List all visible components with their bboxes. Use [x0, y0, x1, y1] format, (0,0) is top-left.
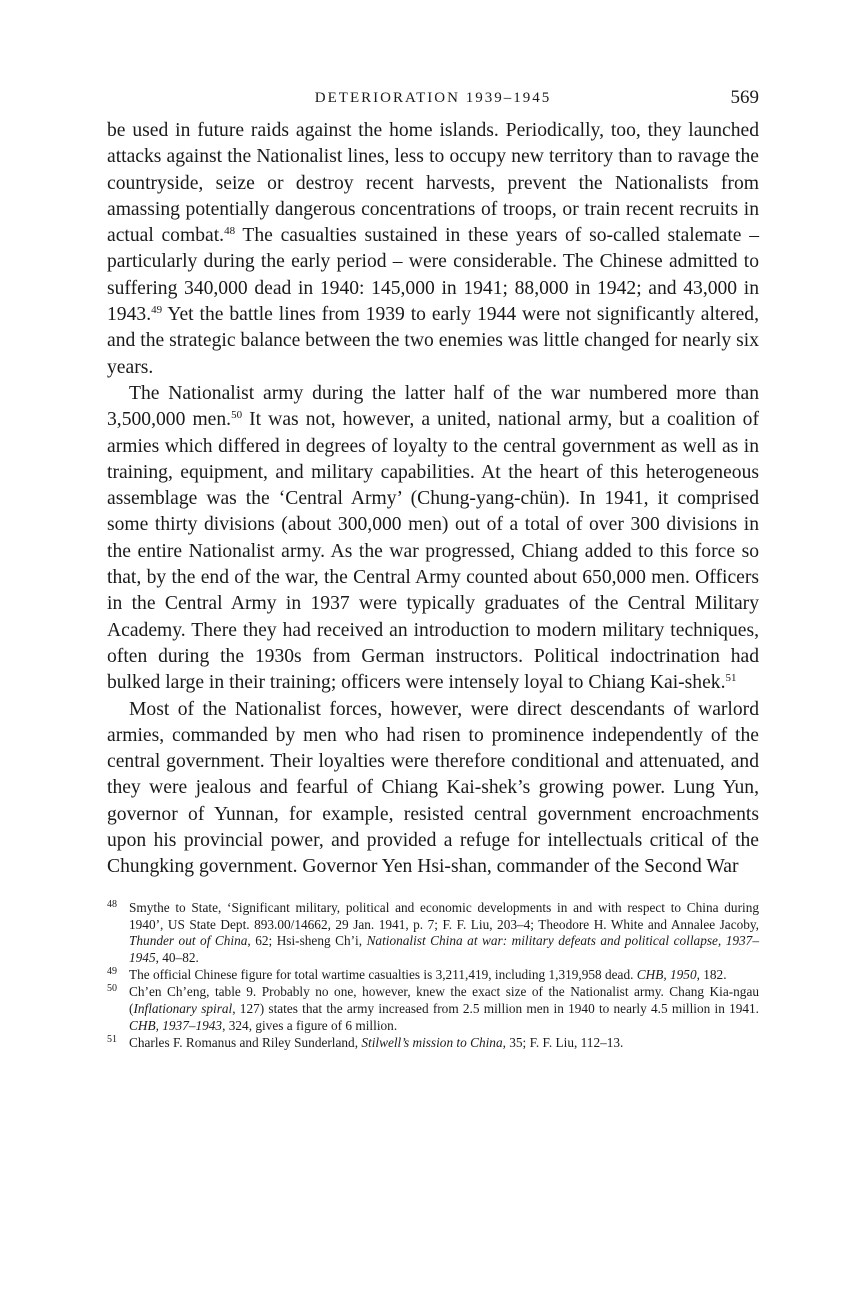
text-run: Smythe to State, ‘Significant military, political and economic developments in and with respect to China during 1940’, US State Dept. 893.00/14662, 29 Jan. 1941, p. 7; F. F. Liu, 203–4; Theodore H. White and Annalee Jacoby, [129, 899, 759, 932]
text-run: , 62; Hsi-sheng Ch’i, [247, 933, 367, 949]
citation-title: Stilwell’s mission to China [361, 1034, 503, 1050]
running-head [107, 84, 759, 118]
footnote [107, 984, 759, 1035]
citation-title: CHB, 1950 [636, 967, 697, 983]
footnote-ref: 49 [151, 304, 163, 317]
footnotes [107, 900, 759, 1052]
text-run: Most of the Nationalist forces, however, were direct descendants of warlord armies, commanded by men who had risen to prominence independently of the central government. Their loyalties were therefore conditional and attenuated, and they were jealous and fearful of Chiang Kai-shek’s growing power. Lung Yun, governor of Yunnan, for example, resisted central government encroachments upon his provincial power, and provided a refuge for intellectuals critical of the Chungking government. Governor Yen Hsi-shan, commander of the Second War [107, 698, 759, 878]
text-run: , 40–82. [155, 950, 199, 966]
running-head-title: DETERIORATION 1939–1945 [314, 90, 552, 106]
footnote [107, 1035, 759, 1052]
citation-title: Thunder out of China [129, 933, 248, 949]
paragraph [107, 118, 759, 381]
footnote-ref: 51 [725, 672, 737, 685]
text-run: , 35; F. F. Liu, 112–13. [502, 1034, 624, 1050]
footnote [107, 900, 759, 968]
text-run: The Nationalist army during the latter half of the war numbered more than 3,500,000 men. [107, 382, 759, 431]
citation-title: CHB, 1937–1943 [129, 1017, 223, 1033]
text-run: , 324, gives a figure of 6 million. [222, 1017, 398, 1033]
footnote-ref: 48 [224, 225, 236, 238]
text-run: Charles F. Romanus and Riley Sunderland, [129, 1034, 362, 1050]
footnote-ref: 50 [231, 409, 243, 422]
footnote-number: 49 [107, 966, 117, 978]
footnote-number: 51 [107, 1033, 117, 1045]
body-text [107, 118, 759, 881]
text-run: The official Chinese figure for total wartime casualties is 3,211,419, including 1,319,958 dead. [129, 967, 637, 983]
text-run: The casualties sustained in these years of so-called stalemate – particularly during the early period – were considerable. The Chinese admitted to suffering 340,000 dead in 1940: 145,000 in 1941; 88,000 in 1942; and 43,000 in 1943. [107, 225, 760, 326]
text-run: , 127) states that the army increased from 2.5 million men in 1940 to nearly 4.5 million in 1941. [232, 1001, 759, 1017]
book-page [107, 84, 759, 1052]
text-run: Ch’en Ch’eng, table 9. Probably no one, however, knew the exact size of the Nationalist army. Chang Kia-ngau ( [129, 984, 759, 1017]
citation-title: Inflationary spiral [133, 1001, 233, 1017]
paragraph [107, 381, 759, 697]
footnote [107, 967, 759, 984]
page-number: 569 [730, 87, 759, 108]
text-run: Yet the battle lines from 1939 to early 1944 were not significantly altered, and the strategic balance between the two enemies was little changed for nearly six years. [107, 304, 759, 378]
footnote-number: 50 [107, 983, 117, 995]
text-run: be used in future raids against the home islands. Periodically, too, they launched attacks against the Nationalist lines, less to occupy new territory than to ravage the countryside, seize or destroy recent harvests, prevent the Nationalists from amassing potentially dangerous concentrations of troops, or train recent recruits in actual combat. [107, 120, 759, 247]
paragraph [107, 697, 759, 881]
text-run: , 182. [696, 967, 727, 983]
footnote-number: 48 [107, 898, 117, 910]
text-run: It was not, however, a united, national army, but a coalition of armies which differed in degrees of loyalty to the central government as well as in training, equipment, and military capabilities. At the heart of this heterogeneous assemblage was the ‘Central Army’ (Chung-yang-chün). In 1941, it comprised some thirty divisions (about 300,000 men) out of a total of over 300 divisions in the entire Nationalist army. As the war progressed, Chiang added to this force so that, by the end of the war, the Central Army counted about 650,000 men. Officers in the Central Army in 1937 were typically graduates of the Central Military Academy. There they had received an introduction to modern military techniques, often during the 1930s from German instructors. Political indoctrination had bulked large in their training; officers were intensely loyal to Chiang Kai-shek. [107, 409, 759, 694]
citation-title: Nationalist China at war: military defeats and political collapse, 1937–1945 [129, 933, 759, 966]
